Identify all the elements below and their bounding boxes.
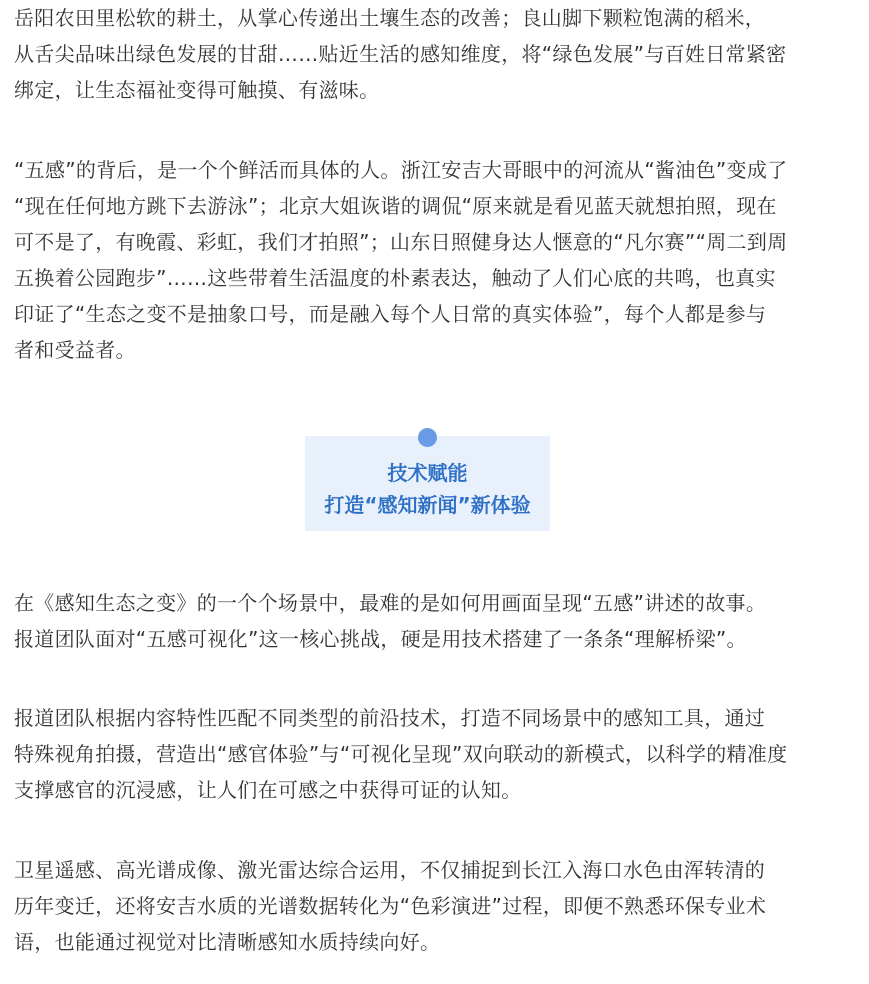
text-line: 者和受益者。 (14, 338, 136, 362)
text-line: 从舌尖品味出绿色发展的甘甜……贴近生活的感知维度，将“绿色发展”与百姓日常紧密 (14, 42, 787, 66)
text-line: 可不是了，有晚霞、彩虹，我们才拍照”；山东日照健身达人惬意的“凡尔赛”“周二到周 (14, 230, 788, 254)
text-line: 历年变迁，还将安吉水质的光谱数据转化为“色彩演进”过程，即便不熟悉环保专业术 (14, 894, 767, 918)
text-line: “现在任何地方跳下去游泳”；北京大姐诙谐的调侃“原来就是看见蓝天就想拍照，现在 (14, 194, 777, 218)
text-line: 绑定，让生态福祉变得可触摸、有滋味。 (14, 78, 380, 102)
text-line: 报道团队面对“五感可视化”这一核心挑战，硬是用技术搭建了一条条“理解桥梁”。 (14, 627, 747, 651)
text-line: 五换着公园跑步”……这些带着生活温度的朴素表达，触动了人们心底的共鸣，也真实 (14, 266, 776, 290)
paragraph-remote-sensing (14, 852, 844, 960)
paragraph-soil-rice (14, 0, 844, 108)
text-line: 语，也能通过视觉对比清晰感知水质持续向好。 (14, 930, 441, 954)
paragraph-visualization-challenge (14, 585, 844, 657)
paragraph-tech-tools (14, 700, 844, 808)
paragraph-five-senses-people (14, 152, 844, 368)
text-line: 岳阳农田里松软的耕土，从掌心传递出土壤生态的改善；良山脚下颗粒饱满的稻米， (14, 6, 766, 30)
text-line: 印证了“生态之变不是抽象口号，而是融入每个人日常的真实体验”，每个人都是参与 (14, 302, 767, 326)
text-line: 在《感知生态之变》的一个个场景中，最难的是如何用画面呈现“五感”讲述的故事。 (14, 591, 767, 615)
section-dot-icon (418, 428, 437, 447)
text-line: 报道团队根据内容特性匹配不同类型的前沿技术，打造不同场景中的感知工具，通过 (14, 706, 766, 730)
section-heading-line2: 打造“感知新闻”新体验 (324, 493, 531, 517)
text-line: 支撑感官的沉浸感，让人们在可感之中获得可证的认知。 (14, 778, 522, 802)
section-heading-line1: 技术赋能 (387, 461, 468, 485)
text-line: “五感”的背后，是一个个鲜活而具体的人。浙江安吉大哥眼中的河流从“酱油色”变成了 (14, 158, 788, 182)
text-line: 卫星遥感、高光谱成像、激光雷达综合运用，不仅捕捉到长江入海口水色由浑转清的 (14, 858, 766, 882)
text-line: 特殊视角拍摄，营造出“感官体验”与“可视化呈现”双向联动的新模式，以科学的精准度 (14, 742, 788, 766)
